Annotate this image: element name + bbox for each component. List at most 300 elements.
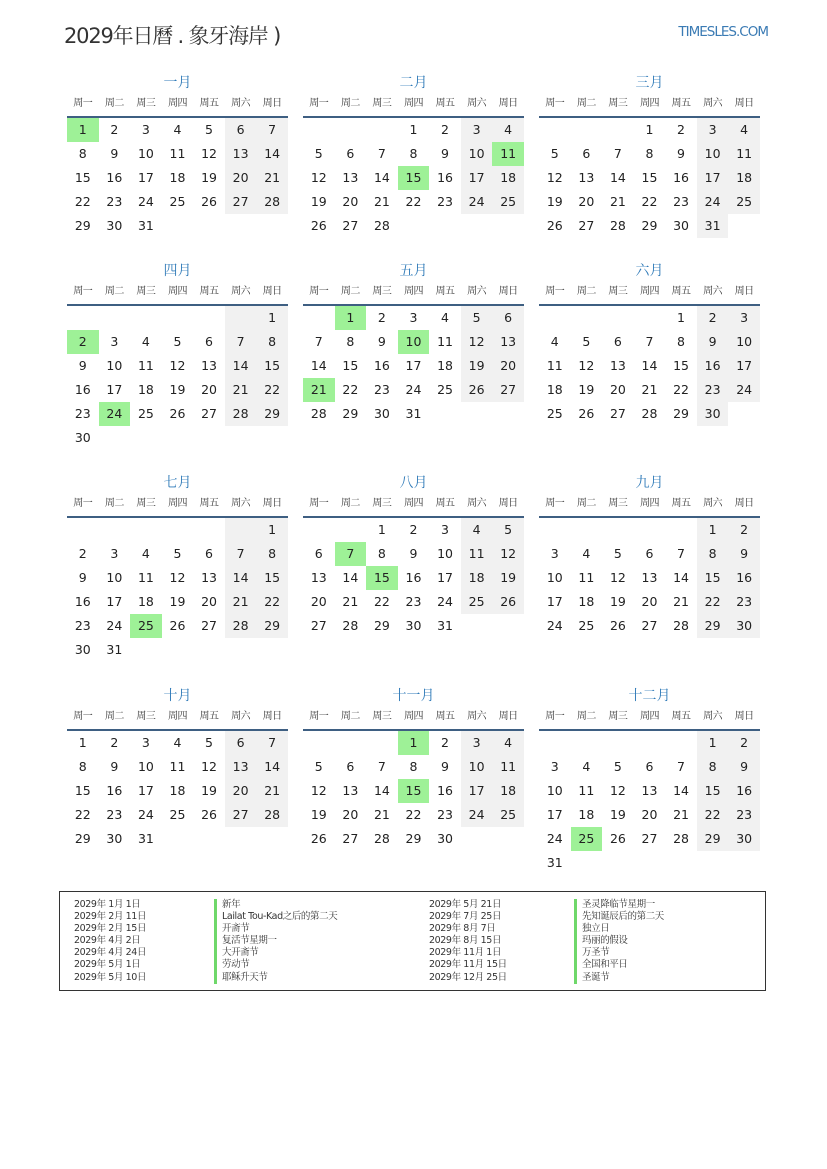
day-cell[interactable]: 27 [492,378,524,402]
day-cell[interactable]: 19 [609,594,626,609]
day-cell[interactable]: 26 [201,807,217,822]
day-cell[interactable]: 28 [373,831,390,846]
day-cell[interactable]: 28 [256,803,288,827]
day-cell[interactable]: 30 [106,831,123,846]
day-cell[interactable]: 27 [578,218,595,233]
day-cell[interactable]: 4 [492,118,524,142]
day-cell[interactable]: 31 [106,642,123,657]
day-cell[interactable]: 23 [697,378,729,402]
day-cell[interactable]: 13 [225,142,257,166]
day-cell[interactable]: 16 [106,783,123,798]
day-cell[interactable]: 5 [314,759,323,774]
day-cell[interactable]: 12 [310,170,327,185]
day-cell[interactable]: 19 [310,807,327,822]
day-cell[interactable]: 3 [409,310,418,325]
day-cell[interactable]: 30 [673,218,689,233]
day-cell[interactable]: 12 [310,783,327,798]
day-cell[interactable]: 22 [673,382,689,397]
day-cell[interactable]: 25 [169,807,186,822]
day-cell[interactable]: 16 [673,170,689,185]
day-cell[interactable]: 18 [546,382,563,397]
day-cell[interactable]: 24 [461,803,493,827]
day-cell[interactable]: 9 [441,146,449,161]
day-cell[interactable]: 14 [342,570,359,585]
day-cell[interactable]: 25 [461,590,493,614]
day-cell[interactable]: 24 [461,190,493,214]
day-cell[interactable]: 1 [377,522,386,537]
day-cell[interactable]: 4 [550,334,559,349]
day-cell[interactable]: 7 [225,542,257,566]
day-cell[interactable]: 24 [697,190,729,214]
day-cell[interactable]: 12 [461,330,493,354]
day-cell[interactable]: 25 [728,190,760,214]
day-cell[interactable]: 7 [677,759,685,774]
day-cell[interactable]: 28 [609,218,626,233]
day-cell[interactable]: 20 [342,194,359,209]
day-cell[interactable]: 1 [697,518,729,542]
day-cell[interactable]: 10 [106,358,123,373]
day-cell[interactable]: 17 [106,594,123,609]
day-cell[interactable]: 14 [673,783,689,798]
day-cell[interactable]: 1 [697,731,729,755]
day-cell[interactable]: 17 [137,783,154,798]
day-cell[interactable]: 29 [74,831,91,846]
day-cell[interactable]: 19 [492,566,524,590]
day-cell[interactable]: 25 [571,827,603,851]
day-cell[interactable]: 31 [405,406,422,421]
day-cell[interactable]: 18 [578,807,595,822]
day-cell[interactable]: 16 [728,566,760,590]
day-cell[interactable]: 3 [697,118,729,142]
day-cell[interactable]: 21 [303,378,335,402]
day-cell[interactable]: 30 [373,406,390,421]
day-cell[interactable]: 19 [169,382,186,397]
day-cell[interactable]: 15 [697,779,729,803]
day-cell[interactable]: 2 [110,122,119,137]
day-cell[interactable]: 17 [106,382,123,397]
day-cell[interactable]: 23 [106,807,123,822]
day-cell[interactable]: 12 [546,170,563,185]
day-cell[interactable]: 26 [461,378,493,402]
day-cell[interactable]: 23 [728,590,760,614]
day-cell[interactable]: 22 [342,382,359,397]
day-cell[interactable]: 20 [641,594,658,609]
day-cell[interactable]: 19 [609,807,626,822]
day-cell[interactable]: 23 [673,194,689,209]
day-cell[interactable]: 3 [461,118,493,142]
day-cell[interactable]: 11 [137,358,154,373]
day-cell[interactable]: 30 [74,642,91,657]
day-cell[interactable]: 3 [461,731,493,755]
day-cell[interactable]: 8 [697,755,729,779]
day-cell[interactable]: 22 [74,807,91,822]
day-cell[interactable]: 9 [728,542,760,566]
day-cell[interactable]: 5 [173,546,182,561]
day-cell[interactable]: 2 [677,122,685,137]
day-cell[interactable]: 17 [137,170,154,185]
day-cell[interactable]: 10 [461,142,493,166]
day-cell[interactable]: 12 [609,783,626,798]
day-cell[interactable]: 6 [225,731,257,755]
day-cell[interactable]: 8 [697,542,729,566]
day-cell[interactable]: 25 [546,406,563,421]
day-cell[interactable]: 1 [409,122,418,137]
day-cell[interactable]: 2 [697,306,729,330]
day-cell[interactable]: 4 [173,122,182,137]
day-cell[interactable]: 29 [74,218,91,233]
day-cell[interactable]: 10 [461,755,493,779]
day-cell[interactable]: 11 [578,570,595,585]
day-cell[interactable]: 2 [409,522,418,537]
day-cell[interactable]: 4 [173,735,182,750]
day-cell[interactable]: 8 [78,759,87,774]
day-cell[interactable]: 14 [225,354,257,378]
day-cell[interactable]: 3 [550,546,559,561]
day-cell[interactable]: 8 [377,546,386,561]
day-cell[interactable]: 15 [256,354,288,378]
day-cell[interactable]: 13 [609,358,626,373]
day-cell[interactable]: 25 [169,194,186,209]
day-cell[interactable]: 14 [256,142,288,166]
day-cell[interactable]: 20 [310,594,327,609]
day-cell[interactable]: 3 [110,334,119,349]
day-cell[interactable]: 2 [728,731,760,755]
day-cell[interactable]: 9 [409,546,418,561]
day-cell[interactable]: 21 [641,382,658,397]
day-cell[interactable]: 21 [673,594,689,609]
day-cell[interactable]: 14 [225,566,257,590]
day-cell[interactable]: 20 [578,194,595,209]
day-cell[interactable]: 6 [205,546,213,561]
day-cell[interactable]: 8 [256,542,288,566]
day-cell[interactable]: 20 [609,382,626,397]
day-cell[interactable]: 27 [609,406,626,421]
day-cell[interactable]: 19 [578,382,595,397]
day-cell[interactable]: 11 [578,783,595,798]
day-cell[interactable]: 24 [106,618,123,633]
day-cell[interactable]: 8 [677,334,685,349]
day-cell[interactable]: 18 [169,170,186,185]
day-cell[interactable]: 7 [645,334,654,349]
day-cell[interactable]: 30 [728,827,760,851]
day-cell[interactable]: 26 [169,406,186,421]
day-cell[interactable]: 31 [546,855,563,870]
day-cell[interactable]: 8 [346,334,355,349]
day-cell[interactable]: 27 [225,803,257,827]
day-cell[interactable]: 7 [256,118,288,142]
day-cell[interactable]: 22 [405,194,422,209]
day-cell[interactable]: 12 [609,570,626,585]
day-cell[interactable]: 9 [377,334,386,349]
day-cell[interactable]: 29 [697,614,729,638]
day-cell[interactable]: 22 [256,590,288,614]
day-cell[interactable]: 17 [546,594,563,609]
day-cell[interactable]: 27 [201,618,217,633]
day-cell[interactable]: 9 [110,146,119,161]
day-cell[interactable]: 28 [641,406,658,421]
day-cell[interactable]: 15 [641,170,658,185]
day-cell[interactable]: 6 [225,118,257,142]
day-cell[interactable]: 24 [437,594,453,609]
day-cell[interactable]: 7 [677,546,685,561]
day-cell[interactable]: 7 [225,330,257,354]
day-cell[interactable]: 6 [645,759,654,774]
day-cell[interactable]: 28 [225,402,257,426]
day-cell[interactable]: 14 [609,170,626,185]
day-cell[interactable]: 15 [342,358,359,373]
day-cell[interactable]: 26 [609,831,626,846]
day-cell[interactable]: 7 [256,731,288,755]
day-cell[interactable]: 22 [405,807,422,822]
day-cell[interactable]: 11 [461,542,493,566]
day-cell[interactable]: 26 [169,618,186,633]
day-cell[interactable]: 21 [225,590,257,614]
day-cell[interactable]: 30 [437,831,453,846]
day-cell[interactable]: 5 [613,546,622,561]
day-cell[interactable]: 21 [373,194,390,209]
day-cell[interactable]: 1 [78,735,87,750]
day-cell[interactable]: 15 [673,358,689,373]
day-cell[interactable]: 2 [441,122,449,137]
day-cell[interactable]: 28 [225,614,257,638]
day-cell[interactable]: 3 [141,735,150,750]
day-cell[interactable]: 1 [67,118,99,142]
day-cell[interactable]: 7 [335,542,367,566]
day-cell[interactable]: 3 [728,306,760,330]
day-cell[interactable]: 2 [67,330,99,354]
day-cell[interactable]: 31 [437,618,453,633]
day-cell[interactable]: 25 [492,803,524,827]
day-cell[interactable]: 12 [492,542,524,566]
day-cell[interactable]: 5 [582,334,591,349]
day-cell[interactable]: 26 [546,218,563,233]
day-cell[interactable]: 7 [377,759,386,774]
day-cell[interactable]: 7 [314,334,323,349]
day-cell[interactable]: 27 [641,831,658,846]
day-cell[interactable]: 2 [441,735,449,750]
day-cell[interactable]: 5 [550,146,559,161]
day-cell[interactable]: 14 [256,755,288,779]
day-cell[interactable]: 13 [310,570,327,585]
day-cell[interactable]: 21 [256,779,288,803]
day-cell[interactable]: 23 [437,807,453,822]
day-cell[interactable]: 15 [398,166,430,190]
day-cell[interactable]: 24 [546,831,563,846]
day-cell[interactable]: 27 [342,218,359,233]
day-cell[interactable]: 24 [99,402,131,426]
day-cell[interactable]: 11 [169,146,186,161]
day-cell[interactable]: 8 [645,146,654,161]
day-cell[interactable]: 4 [141,334,150,349]
day-cell[interactable]: 11 [546,358,563,373]
day-cell[interactable]: 13 [342,170,359,185]
day-cell[interactable]: 2 [377,310,386,325]
day-cell[interactable]: 2 [728,518,760,542]
day-cell[interactable]: 10 [106,570,123,585]
day-cell[interactable]: 10 [398,330,430,354]
day-cell[interactable]: 10 [728,330,760,354]
day-cell[interactable]: 4 [141,546,150,561]
day-cell[interactable]: 10 [546,783,563,798]
day-cell[interactable]: 17 [546,807,563,822]
day-cell[interactable]: 26 [492,590,524,614]
day-cell[interactable]: 13 [225,755,257,779]
day-cell[interactable]: 18 [437,358,453,373]
day-cell[interactable]: 13 [492,330,524,354]
day-cell[interactable]: 17 [697,166,729,190]
day-cell[interactable]: 14 [673,570,689,585]
day-cell[interactable]: 9 [78,570,87,585]
day-cell[interactable]: 19 [169,594,186,609]
day-cell[interactable]: 18 [137,382,154,397]
day-cell[interactable]: 25 [437,382,453,397]
day-cell[interactable]: 11 [728,142,760,166]
day-cell[interactable]: 20 [492,354,524,378]
day-cell[interactable]: 16 [728,779,760,803]
day-cell[interactable]: 19 [461,354,493,378]
day-cell[interactable]: 28 [310,406,327,421]
day-cell[interactable]: 22 [697,590,729,614]
day-cell[interactable]: 5 [461,306,493,330]
day-cell[interactable]: 22 [373,594,390,609]
day-cell[interactable]: 31 [697,214,729,238]
day-cell[interactable]: 25 [492,190,524,214]
day-cell[interactable]: 4 [582,546,591,561]
day-cell[interactable]: 22 [256,378,288,402]
day-cell[interactable]: 22 [74,194,91,209]
day-cell[interactable]: 23 [74,618,91,633]
day-cell[interactable]: 2 [110,735,119,750]
day-cell[interactable]: 16 [405,570,422,585]
day-cell[interactable]: 23 [728,803,760,827]
day-cell[interactable]: 28 [256,190,288,214]
day-cell[interactable]: 3 [441,522,449,537]
day-cell[interactable]: 16 [74,594,91,609]
day-cell[interactable]: 14 [310,358,327,373]
day-cell[interactable]: 12 [169,358,186,373]
day-cell[interactable]: 13 [641,783,658,798]
day-cell[interactable]: 13 [641,570,658,585]
day-cell[interactable]: 24 [405,382,422,397]
day-cell[interactable]: 14 [373,170,390,185]
day-cell[interactable]: 30 [106,218,123,233]
day-cell[interactable]: 15 [74,170,91,185]
day-cell[interactable]: 8 [409,759,418,774]
day-cell[interactable]: 27 [225,190,257,214]
day-cell[interactable]: 22 [641,194,658,209]
day-cell[interactable]: 20 [201,594,217,609]
day-cell[interactable]: 29 [673,406,689,421]
day-cell[interactable]: 21 [673,807,689,822]
day-cell[interactable]: 23 [437,194,453,209]
day-cell[interactable]: 29 [697,827,729,851]
day-cell[interactable]: 16 [697,354,729,378]
day-cell[interactable]: 26 [310,831,327,846]
day-cell[interactable]: 6 [205,334,213,349]
day-cell[interactable]: 4 [461,518,493,542]
day-cell[interactable]: 26 [201,194,217,209]
day-cell[interactable]: 12 [201,759,217,774]
day-cell[interactable]: 18 [728,166,760,190]
day-cell[interactable]: 18 [578,594,595,609]
day-cell[interactable]: 24 [137,807,154,822]
day-cell[interactable]: 17 [461,779,493,803]
day-cell[interactable]: 10 [437,546,453,561]
day-cell[interactable]: 16 [74,382,91,397]
day-cell[interactable]: 5 [205,122,213,137]
day-cell[interactable]: 1 [335,306,367,330]
day-cell[interactable]: 15 [74,783,91,798]
day-cell[interactable]: 21 [609,194,626,209]
day-cell[interactable]: 11 [169,759,186,774]
day-cell[interactable]: 14 [641,358,658,373]
day-cell[interactable]: 11 [492,755,524,779]
day-cell[interactable]: 28 [673,831,689,846]
day-cell[interactable]: 1 [256,518,288,542]
day-cell[interactable]: 8 [78,146,87,161]
day-cell[interactable]: 13 [201,570,217,585]
day-cell[interactable]: 23 [106,194,123,209]
day-cell[interactable]: 9 [677,146,685,161]
day-cell[interactable]: 14 [373,783,390,798]
day-cell[interactable]: 18 [169,783,186,798]
day-cell[interactable]: 7 [613,146,622,161]
day-cell[interactable]: 30 [405,618,422,633]
day-cell[interactable]: 21 [373,807,390,822]
day-cell[interactable]: 23 [373,382,390,397]
brand-link[interactable]: TIMESLES.COM [678,24,768,40]
day-cell[interactable]: 29 [405,831,422,846]
day-cell[interactable]: 3 [141,122,150,137]
day-cell[interactable]: 27 [641,618,658,633]
day-cell[interactable]: 15 [256,566,288,590]
day-cell[interactable]: 30 [697,402,729,426]
day-cell[interactable]: 22 [697,803,729,827]
day-cell[interactable]: 29 [373,618,390,633]
day-cell[interactable]: 25 [137,406,154,421]
day-cell[interactable]: 5 [205,735,213,750]
day-cell[interactable]: 19 [310,194,327,209]
day-cell[interactable]: 6 [492,306,524,330]
day-cell[interactable]: 28 [342,618,359,633]
day-cell[interactable]: 1 [256,306,288,330]
day-cell[interactable]: 15 [398,779,430,803]
day-cell[interactable]: 9 [78,358,87,373]
day-cell[interactable]: 17 [461,166,493,190]
day-cell[interactable]: 19 [546,194,563,209]
day-cell[interactable]: 1 [677,310,685,325]
day-cell[interactable]: 17 [437,570,453,585]
day-cell[interactable]: 30 [728,614,760,638]
day-cell[interactable]: 12 [169,570,186,585]
day-cell[interactable]: 29 [256,614,288,638]
day-cell[interactable]: 4 [582,759,591,774]
day-cell[interactable]: 11 [137,570,154,585]
day-cell[interactable]: 9 [110,759,119,774]
day-cell[interactable]: 8 [409,146,418,161]
day-cell[interactable]: 15 [697,566,729,590]
day-cell[interactable]: 16 [437,170,453,185]
day-cell[interactable]: 16 [373,358,390,373]
day-cell[interactable]: 5 [314,146,323,161]
day-cell[interactable]: 6 [645,546,654,561]
day-cell[interactable]: 10 [137,146,154,161]
day-cell[interactable]: 4 [728,118,760,142]
day-cell[interactable]: 24 [137,194,154,209]
day-cell[interactable]: 11 [492,142,524,166]
day-cell[interactable]: 25 [130,614,162,638]
day-cell[interactable]: 31 [137,831,154,846]
